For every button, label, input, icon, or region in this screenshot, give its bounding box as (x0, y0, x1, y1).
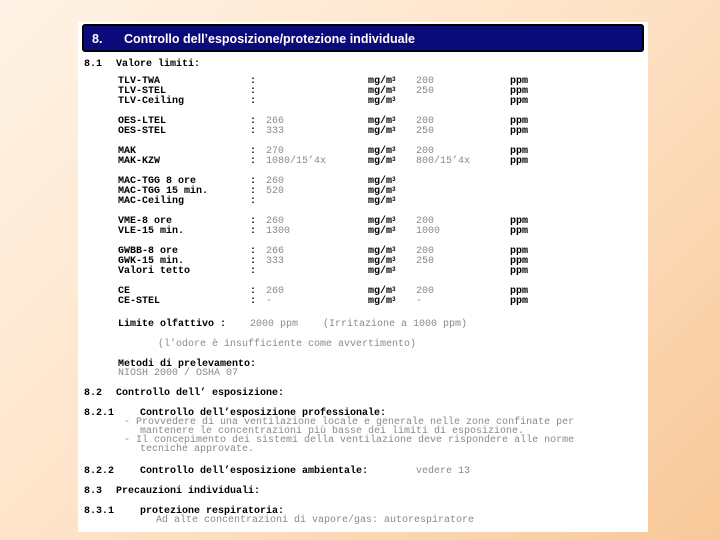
limit-unit-ppm: ppm (510, 146, 529, 157)
section-8-2-2-title: Controllo dell’esposizione ambientale: (140, 466, 369, 477)
unit-superscript: 3 (392, 176, 396, 183)
limit-colon: : (250, 216, 257, 227)
limit-colon: : (250, 176, 257, 187)
section-8-2-title: Controllo dell’ esposizione: (116, 388, 285, 399)
limit-value-ppm: 200 (416, 286, 435, 297)
limit-value-ppm: 200 (416, 116, 435, 127)
unit-text: mg/m (368, 226, 393, 237)
limit-colon: : (250, 146, 257, 157)
unit-superscript: 3 (392, 96, 396, 103)
limit-colon: : (250, 246, 257, 257)
limit-colon: : (250, 266, 257, 277)
limit-unit-mg (368, 297, 396, 307)
unit-superscript: 3 (392, 256, 396, 263)
limit-label: CE-STEL (118, 296, 161, 307)
section-8-3-1-number: 8.3.1 (84, 506, 115, 517)
limit-colon: : (250, 96, 257, 107)
unit-superscript: 3 (392, 226, 396, 233)
limit-value-mg: 260 (266, 286, 285, 297)
limit-label: Valori tetto (118, 266, 191, 277)
limit-value-ppm: - (416, 296, 423, 307)
limit-value-ppm: 250 (416, 86, 435, 97)
limit-unit-ppm: ppm (510, 156, 529, 167)
section-8-3-1-title: protezione respiratoria: (140, 506, 285, 517)
section-header-bar (82, 24, 644, 52)
unit-superscript: 3 (392, 286, 396, 293)
limit-value-mg: 266 (266, 116, 285, 127)
section-8-2-1-title: Controllo dell’esposizione professionale: (140, 408, 387, 419)
limit-value-ppm: 200 (416, 146, 435, 157)
limit-unit-ppm: ppm (510, 286, 529, 297)
limit-unit-ppm: ppm (510, 226, 529, 237)
limit-colon: : (250, 196, 257, 207)
unit-text: mg/m (368, 76, 393, 87)
ventilation-bullet-1-cont: mantenere le concentrazioni più basse dei limiti di esposizione. (140, 426, 525, 437)
limit-unit-mg (368, 197, 396, 207)
limit-unit-mg (368, 127, 396, 137)
limit-colon: : (250, 296, 257, 307)
document-page (78, 22, 648, 532)
limit-unit-ppm: ppm (510, 126, 529, 137)
limit-value-ppm: 200 (416, 76, 435, 87)
sampling-methods-value: NIOSH 2000 / OSHA 07 (118, 368, 239, 379)
limit-value-mg: 260 (266, 176, 285, 187)
limit-label: VLE-15 min. (118, 226, 185, 237)
unit-text: mg/m (368, 186, 393, 197)
ventilation-bullet-2-cont: tecniche approvate. (140, 444, 255, 455)
unit-text: mg/m (368, 96, 393, 107)
limit-colon: : (250, 256, 257, 267)
limit-value-ppm: 200 (416, 216, 435, 227)
unit-text: mg/m (368, 156, 393, 167)
ventilation-bullet-2: - Il concepimento dei sistemi della ventilazione deve rispondere alle norme (124, 435, 575, 446)
limit-unit-ppm: ppm (510, 216, 529, 227)
section-8-2-2-number: 8.2.2 (84, 466, 115, 477)
unit-superscript: 3 (392, 76, 396, 83)
unit-text: mg/m (368, 196, 393, 207)
limit-label: CE (118, 286, 131, 297)
sampling-methods-label: Metodi di prelevamento: (118, 359, 257, 370)
unit-text: mg/m (368, 256, 393, 267)
limit-value-ppm: 200 (416, 246, 435, 257)
unit-text: mg/m (368, 126, 393, 137)
limit-value-mg: 333 (266, 256, 285, 267)
section-title: Controllo dell’esposizione/protezione individuale (124, 32, 415, 46)
unit-superscript: 3 (392, 196, 396, 203)
limit-colon: : (250, 186, 257, 197)
section-8-2-2-reference: vedere 13 (416, 466, 471, 477)
limit-label: TLV-STEL (118, 86, 167, 97)
section-8-2-1-number: 8.2.1 (84, 408, 115, 419)
limit-colon: : (250, 156, 257, 167)
unit-text: mg/m (368, 176, 393, 187)
limit-value-mg: 260 (266, 216, 285, 227)
unit-superscript: 3 (392, 246, 396, 253)
limit-colon: : (250, 76, 257, 87)
limit-value-mg: 1300 (266, 226, 291, 237)
unit-text: mg/m (368, 286, 393, 297)
limit-value-mg: 520 (266, 186, 285, 197)
section-8-1-title: Valore limiti: (116, 59, 201, 70)
odor-warning-note: (l’odore è insufficiente come avvertimento) (158, 339, 417, 350)
limit-label: TLV-TWA (118, 76, 161, 87)
limit-unit-mg (368, 267, 396, 277)
limit-unit-mg (368, 157, 396, 167)
limit-value-mg: 1080/15’4x (266, 156, 327, 167)
limit-label: TLV-Ceiling (118, 96, 185, 107)
limit-colon: : (250, 126, 257, 137)
limit-label: MAC-TGG 8 ore (118, 176, 197, 187)
section-8-3-title: Precauzioni individuali: (116, 486, 261, 497)
limit-colon: : (250, 86, 257, 97)
limit-label: VME-8 ore (118, 216, 173, 227)
limit-label: OES-LTEL (118, 116, 167, 127)
unit-text: mg/m (368, 116, 393, 127)
limit-unit-ppm: ppm (510, 96, 529, 107)
limit-unit-mg (368, 97, 396, 107)
limit-label: MAK (118, 146, 137, 157)
unit-text: mg/m (368, 296, 393, 307)
unit-superscript: 3 (392, 266, 396, 273)
limit-label: GWBB-8 ore (118, 246, 179, 257)
section-number: 8. (92, 32, 103, 46)
unit-text: mg/m (368, 146, 393, 157)
unit-superscript: 3 (392, 156, 396, 163)
unit-superscript: 3 (392, 86, 396, 93)
limit-unit-ppm: ppm (510, 256, 529, 267)
limit-value-ppm: 1000 (416, 226, 441, 237)
limit-colon: : (250, 116, 257, 127)
unit-superscript: 3 (392, 146, 396, 153)
unit-text: mg/m (368, 246, 393, 257)
unit-text: mg/m (368, 216, 393, 227)
limit-label: MAC-Ceiling (118, 196, 185, 207)
respiratory-protection-text: Ad alte concentrazioni di vapore/gas: autorespiratore (156, 515, 475, 526)
limit-unit-ppm: ppm (510, 76, 529, 87)
limit-label: MAC-TGG 15 min. (118, 186, 209, 197)
unit-text: mg/m (368, 86, 393, 97)
limit-value-ppm: 250 (416, 256, 435, 267)
limit-value-mg: - (266, 296, 273, 307)
limit-label: OES-STEL (118, 126, 167, 137)
section-8-2-number: 8.2 (84, 388, 103, 399)
limit-value-ppm: 800/15’4x (416, 156, 471, 167)
limit-value-mg: 270 (266, 146, 285, 157)
ventilation-bullet-1: - Provvedere di una ventilazione locale e generale nelle zone confinate per (124, 417, 575, 428)
limit-unit-ppm: ppm (510, 296, 529, 307)
limit-value-mg: 333 (266, 126, 285, 137)
unit-superscript: 3 (392, 186, 396, 193)
unit-superscript: 3 (392, 296, 396, 303)
section-8-3-number: 8.3 (84, 486, 103, 497)
section-8-1-number: 8.1 (84, 59, 103, 70)
unit-superscript: 3 (392, 126, 396, 133)
unit-superscript: 3 (392, 216, 396, 223)
limit-label: GWK-15 min. (118, 256, 185, 267)
limit-value-mg: 266 (266, 246, 285, 257)
odor-threshold-note: (Irritazione a 1000 ppm) (323, 319, 468, 330)
limit-label: MAK-KZW (118, 156, 161, 167)
limit-unit-ppm: ppm (510, 266, 529, 277)
odor-threshold-value: 2000 ppm (250, 319, 299, 330)
unit-text: mg/m (368, 266, 393, 277)
limit-unit-ppm: ppm (510, 86, 529, 97)
unit-superscript: 3 (392, 116, 396, 123)
limit-colon: : (250, 226, 257, 237)
limit-colon: : (250, 286, 257, 297)
limit-unit-ppm: ppm (510, 246, 529, 257)
limit-unit-mg (368, 227, 396, 237)
limit-value-ppm: 250 (416, 126, 435, 137)
odor-threshold-label: Limite olfattivo : (118, 319, 227, 330)
limit-unit-ppm: ppm (510, 116, 529, 127)
